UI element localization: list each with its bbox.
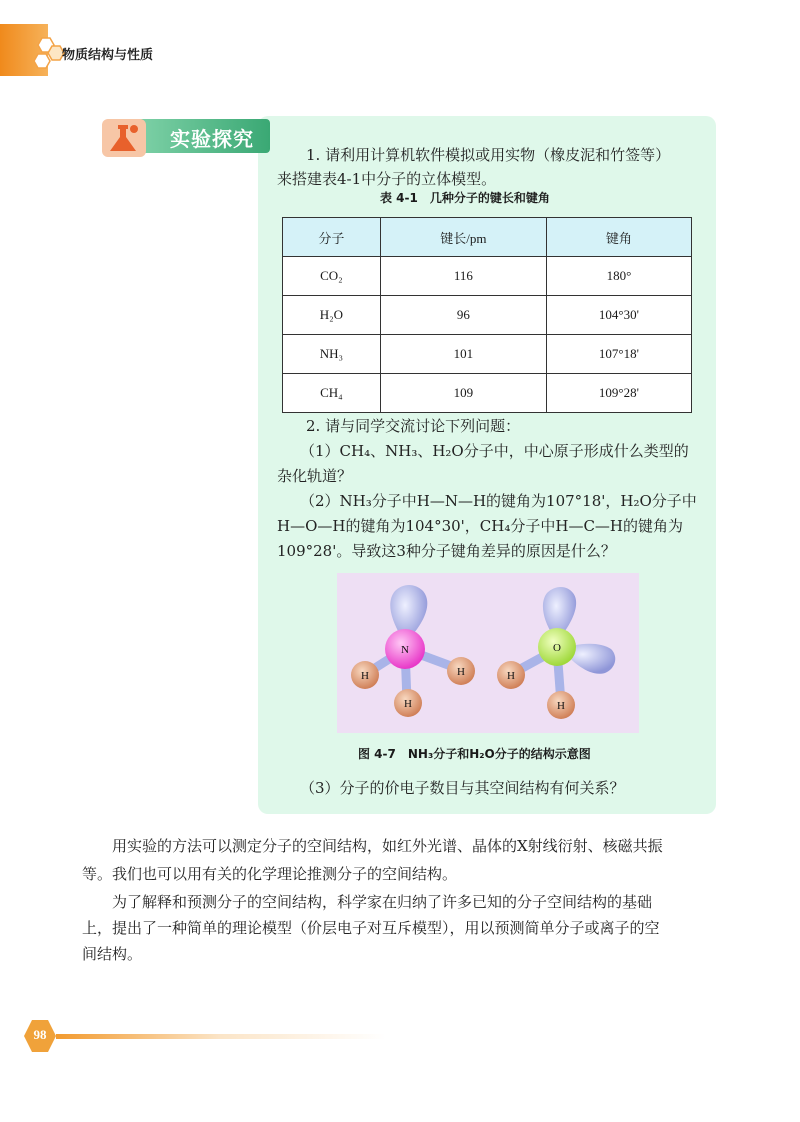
table-cell: 180° <box>546 257 691 296</box>
h2o-molecule <box>497 587 615 719</box>
table-cell: 107°18' <box>546 335 691 374</box>
experiment-label-text: 实验探究 <box>170 127 254 151</box>
table-header: 键角 <box>546 218 691 257</box>
question-2-title: 2. 请与同学交流讨论下列问题： <box>306 417 521 435</box>
table-cell: 109 <box>380 374 546 413</box>
table-cell: CO₂ <box>283 257 381 296</box>
table-row <box>283 296 692 335</box>
footer-rule <box>56 1034 386 1039</box>
question-2-2-line-3: 109°28'。导致这3种分子键角差异的原因是什么？ <box>277 542 616 560</box>
question-1-line-1: 1. 请利用计算机软件模拟或用实物（橡皮泥和竹签等） <box>306 146 671 164</box>
question-2-2-line-1: （2）NH₃分子中H—N—H的键角为107°18'，H₂O分子中 <box>300 492 697 510</box>
nh3-molecule <box>351 585 475 717</box>
atom-label: H <box>557 700 565 712</box>
table-cell: 116 <box>380 257 546 296</box>
table-header-row <box>283 218 692 257</box>
table-cell: 109°28' <box>546 374 691 413</box>
table-header: 分子 <box>283 218 381 257</box>
question-2-1-line-1: （1）CH₄、NH₃、H₂O分子中，中心原子形成什么类型的 <box>300 442 689 460</box>
paragraph-2-line-3: 间结构。 <box>82 945 143 963</box>
paragraph-2-line-1: 为了解释和预测分子的空间结构，科学家在归纳了许多已知的分子空间结构的基础 <box>112 893 653 911</box>
atom-label: N <box>401 644 409 656</box>
table-cell: 96 <box>380 296 546 335</box>
table-row <box>283 335 692 374</box>
table-caption: 表 4-1 几种分子的键长和键角 <box>380 191 550 205</box>
flask-icon <box>100 117 148 159</box>
atom-label: H <box>507 670 515 682</box>
bond-table <box>282 217 692 413</box>
atom-label: O <box>553 642 561 654</box>
table-header: 键长/pm <box>380 218 546 257</box>
page-number: 98 <box>33 1027 47 1042</box>
table-row <box>283 257 692 296</box>
atom-label: H <box>457 666 465 678</box>
question-1-line-2: 来搭建表4-1中分子的立体模型。 <box>277 170 497 188</box>
atom-label: H <box>404 698 412 710</box>
chapter-title: 物质结构与性质 <box>62 48 154 63</box>
table-cell: 101 <box>380 335 546 374</box>
table-cell: 104°30' <box>546 296 691 335</box>
question-2-2-line-2: H—O—H的键角为104°30'，CH₄分子中H—C—H的键角为 <box>277 517 684 535</box>
paragraph-1-line-2: 等。我们也可以用有关的化学理论推测分子的空间结构。 <box>82 865 458 883</box>
table-cell: NH₃ <box>283 335 381 374</box>
question-2-3: （3）分子的价电子数目与其空间结构有何关系？ <box>300 779 625 797</box>
experiment-label <box>100 117 270 155</box>
paragraph-2-line-2: 上，提出了一种简单的理论模型（价层电子对互斥模型），用以预测简单分子或离子的空 <box>82 919 660 937</box>
table-cell: CH₄ <box>283 374 381 413</box>
question-2-1-line-2: 杂化轨道？ <box>277 467 353 485</box>
table-cell: H₂O <box>283 296 381 335</box>
paragraph-1-line-1: 用实验的方法可以测定分子的空间结构，如红外光谱、晶体的X射线衍射、核磁共振 <box>112 837 663 855</box>
atom-label: H <box>361 670 369 682</box>
molecule-figure <box>337 573 639 733</box>
molecule-diagram <box>337 573 639 733</box>
table-row <box>283 374 692 413</box>
figure-caption: 图 4-7 NH₃分子和H₂O分子的结构示意图 <box>358 747 591 761</box>
